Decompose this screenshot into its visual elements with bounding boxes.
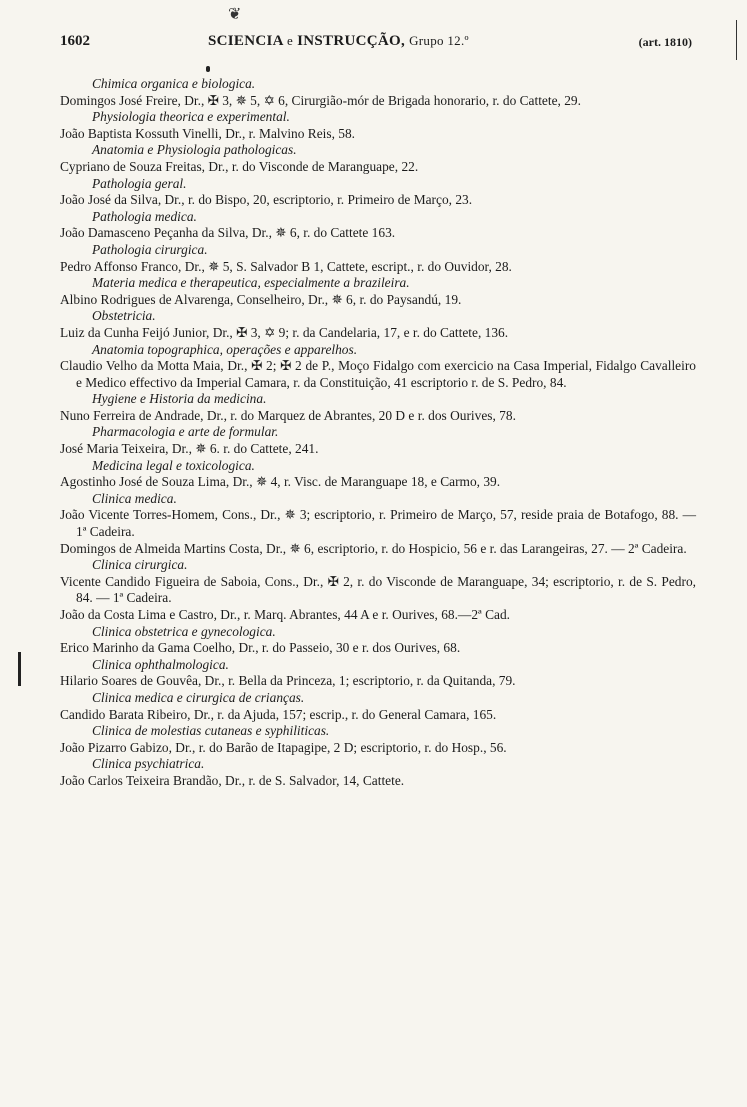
- subject-heading: Clinica ophthalmologica.: [92, 656, 229, 672]
- entry-text: Domingos José Freire, Dr., ✠ 3, ✵ 5, ✡ 6, Cirurgião-mór de Brigada honorario, r. do Cattete, 29.: [60, 92, 581, 108]
- entry-text: Candido Barata Ribeiro, Dr., r. da Ajuda, 157; escrip., r. do General Camara, 165.: [60, 706, 497, 722]
- list-item: [60, 723, 696, 756]
- list-item: [60, 607, 696, 624]
- list-item: [60, 690, 696, 723]
- entry-text: Claudio Velho da Motta Maia, Dr., ✠ 2; ✠ 2 de P., Moço Fidalgo com exercicio na Casa Imperial, Fidalgo Cavalleiro e Medico effectivo da Imperial Camara, r. da Constituição, 41 escriptorio r. de S. Pedro, 84.: [60, 358, 696, 390]
- subject-heading: Pathologia geral.: [92, 175, 187, 191]
- entry-text: João José da Silva, Dr., r. do Bispo, 20, escriptorio, r. Primeiro de Março, 23.: [60, 192, 473, 208]
- subject-heading: Pathologia medica.: [92, 208, 197, 224]
- subject-heading: Physiologia theorica e experimental.: [92, 109, 290, 125]
- entry-text: João da Costa Lima e Castro, Dr., r. Marq. Abrantes, 44 A e r. Ourives, 68.—2ª Cad.: [60, 607, 510, 622]
- subject-heading: Clinica de molestias cutaneas e syphiliticas.: [92, 723, 330, 739]
- subject-heading: Medicina legal e toxicologica.: [92, 457, 255, 473]
- group-label: Grupo 12.º: [409, 33, 469, 48]
- subject-heading: Clinica obstetrica e gynecologica.: [92, 623, 276, 639]
- printer-mark: [206, 66, 210, 72]
- header-ornament-icon: ❦: [228, 6, 242, 23]
- list-item: [60, 557, 696, 607]
- subject-heading: Anatomia e Physiologia pathologicas.: [92, 142, 297, 158]
- list-item: [60, 242, 696, 275]
- entry-text: Erico Marinho da Gama Coelho, Dr., r. do Passeio, 30 e r. dos Ourives, 68.: [60, 640, 461, 656]
- list-item: [60, 109, 696, 142]
- page-edge-rule: [736, 20, 737, 60]
- entry-text: Domingos de Almeida Martins Costa, Dr., ✵ 6, escriptorio, r. do Hospicio, 56 e r. das Larangeiras, 27. — 2ª Cadeira.: [60, 540, 687, 556]
- list-item: [60, 308, 696, 341]
- entry-text: José Maria Teixeira, Dr., ✵ 6. r. do Cattete, 241.: [60, 441, 319, 457]
- list-item: [60, 756, 696, 789]
- title-main: SCIENCIA: [208, 33, 283, 49]
- list-item: [60, 424, 696, 457]
- entry-text: Pedro Affonso Franco, Dr., ✵ 5, S. Salvador B 1, Cattete, escript., r. do Ouvidor, 28.: [60, 258, 512, 274]
- entry-text: Luiz da Cunha Feijó Junior, Dr., ✠ 3, ✡ 9; r. da Candelaria, 17, e r. do Cattete, 136.: [60, 324, 509, 340]
- title-rest: INSTRUCÇÃO,: [297, 33, 406, 49]
- faculty-list: [60, 76, 696, 790]
- list-item: [60, 491, 696, 541]
- entry-text: Agostinho José de Souza Lima, Dr., ✵ 4, r. Visc. de Maranguape 18, e Carmo, 39.: [60, 474, 501, 490]
- subject-heading: Materia medica e therapeutica, especialmente a brazileira.: [92, 275, 410, 291]
- list-item: [60, 76, 696, 109]
- article-reference: (art. 1810): [638, 35, 692, 49]
- list-item: [60, 541, 696, 558]
- list-item: [60, 391, 696, 424]
- list-item: [60, 209, 696, 242]
- subject-heading: Clinica psychiatrica.: [92, 756, 205, 772]
- entry-text: João Vicente Torres-Homem, Cons., Dr., ✵ 3; escriptorio, r. Primeiro de Março, 57, reside praia de Botafogo, 88. — 1ª Cadeira.: [60, 507, 696, 540]
- subject-heading: Pathologia cirurgica.: [92, 241, 208, 257]
- entry-text: Hilario Soares de Gouvêa, Dr., r. Bella da Princeza, 1; escriptorio, r. da Quitanda, 79.: [60, 673, 516, 689]
- page-number: 1602: [60, 33, 90, 49]
- subject-heading: Anatomia topographica, operações e apparelhos.: [92, 341, 358, 357]
- subject-heading: Pharmacologia e arte de formular.: [92, 424, 279, 440]
- subject-heading: Obstetricia.: [92, 308, 156, 324]
- subject-heading: Chimica organica e biologica.: [92, 76, 256, 91]
- entry-text: Cypriano de Souza Freitas, Dr., r. do Visconde de Maranguape, 22.: [60, 158, 419, 174]
- running-title: [208, 33, 469, 50]
- list-item: [60, 176, 696, 209]
- entry-text: João Pizarro Gabizo, Dr., r. do Barão de Itapagipe, 2 D; escriptorio, r. do Hosp., 56.: [60, 739, 507, 755]
- list-item: [60, 657, 696, 690]
- page-header: [60, 33, 700, 57]
- entry-text: João Carlos Teixeira Brandão, Dr., r. de S. Salvador, 14, Cattete.: [60, 772, 405, 788]
- list-item: [60, 624, 696, 657]
- list-item: [60, 342, 696, 392]
- title-and: e: [287, 33, 294, 48]
- entry-text: Nuno Ferreira de Andrade, Dr., r. do Marquez de Abrantes, 20 D e r. dos Ourives, 78.: [60, 407, 516, 423]
- subject-heading: Clinica medica e cirurgica de crianças.: [92, 689, 305, 705]
- list-item: [60, 458, 696, 491]
- entry-text: Albino Rodrigues de Alvarenga, Conselheiro, Dr., ✵ 6, r. do Paysandú, 19.: [60, 291, 462, 307]
- subject-heading: Hygiene e Historia da medicina.: [92, 391, 267, 407]
- list-item: [60, 142, 696, 175]
- entry-text: Vicente Candido Figueira de Saboia, Cons., Dr., ✠ 2, r. do Visconde de Maranguape, 34; escriptorio, r. de S. Pedro, 84. — 1ª Cadeira.: [60, 573, 696, 606]
- list-item: [60, 275, 696, 308]
- subject-heading: Clinica cirurgica.: [92, 557, 188, 573]
- entry-text: João Baptista Kossuth Vinelli, Dr., r. Malvino Reis, 58.: [60, 125, 356, 141]
- margin-mark: [18, 652, 21, 686]
- entry-text: João Damasceno Peçanha da Silva, Dr., ✵ 6, r. do Cattete 163.: [60, 225, 396, 241]
- subject-heading: Clinica medica.: [92, 490, 177, 506]
